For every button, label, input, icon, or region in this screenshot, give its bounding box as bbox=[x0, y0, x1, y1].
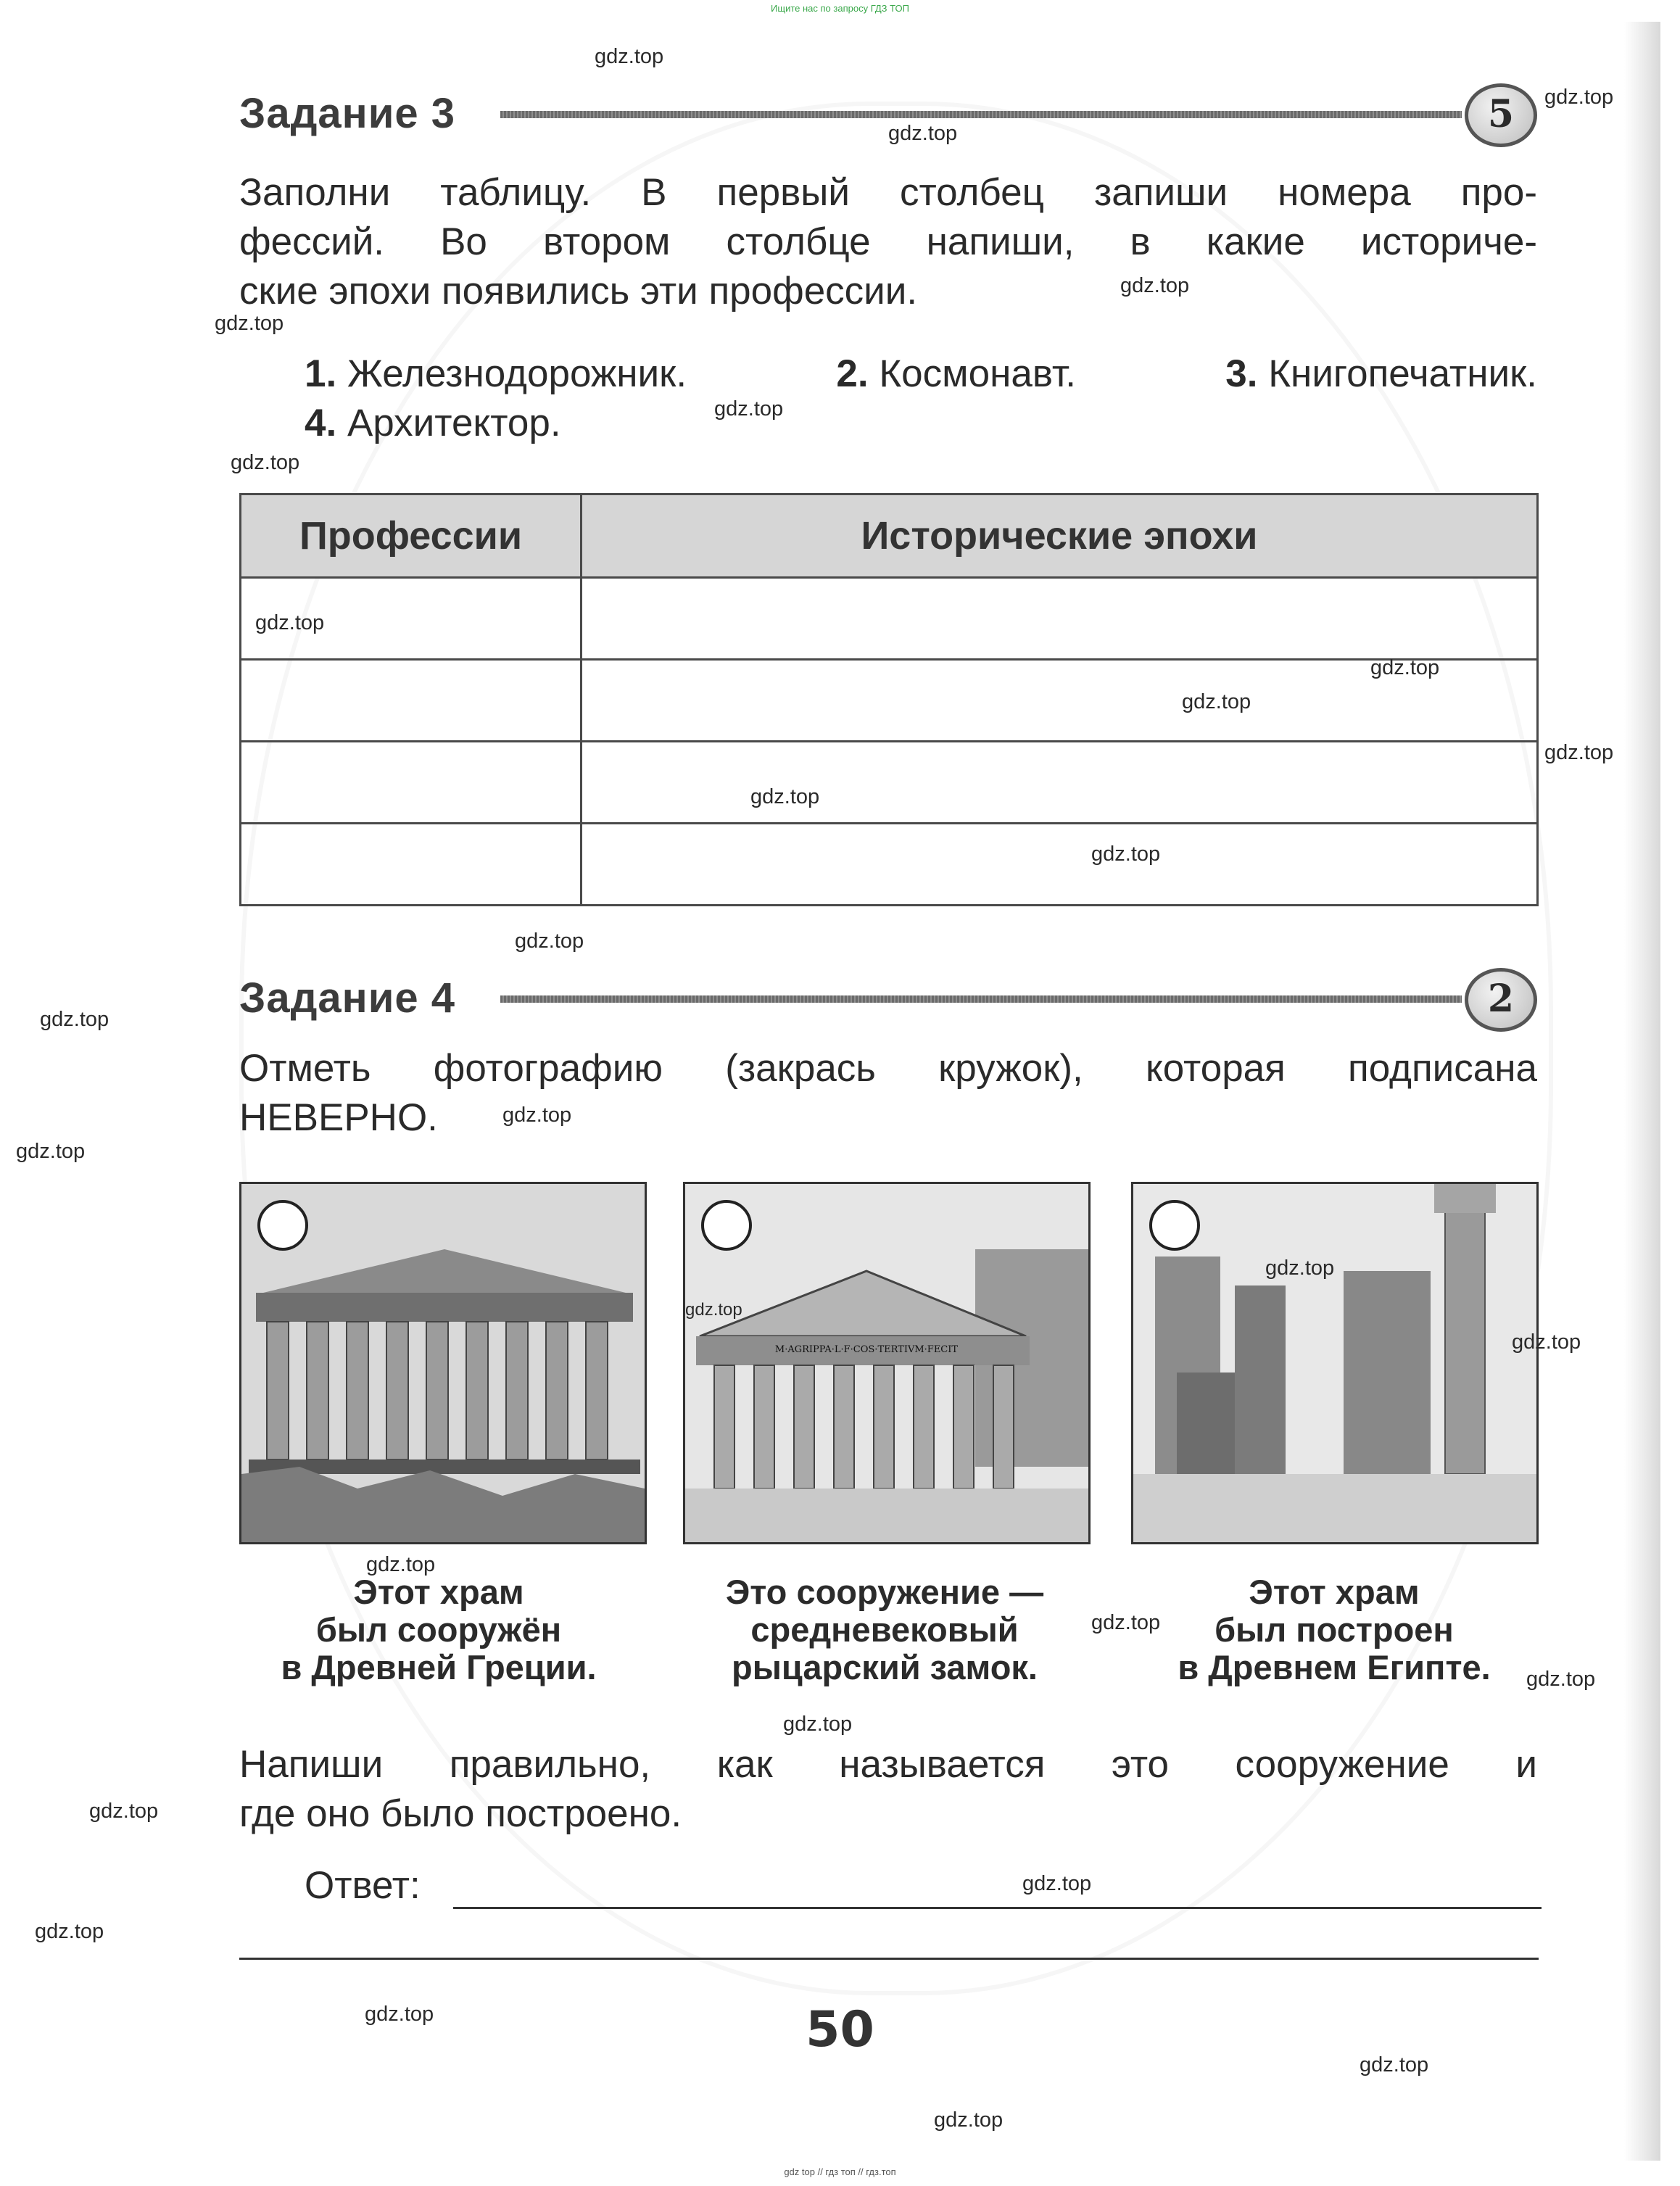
profession-cell[interactable] bbox=[241, 742, 582, 824]
professions-line-1 bbox=[305, 349, 1537, 399]
watermark: gdz.top bbox=[934, 2108, 1004, 2132]
professions-line-2 bbox=[305, 399, 1537, 448]
watermark: gdz.top bbox=[1120, 274, 1190, 297]
page-number: 50 bbox=[806, 2001, 874, 2058]
caption-line: в Древнем Египте. bbox=[1178, 1648, 1491, 1686]
task3-rule bbox=[500, 111, 1462, 118]
answer-input[interactable] bbox=[453, 1905, 1542, 1909]
pantheon-inscription: M·AGRIPPA·L·F·COS·TERTIVM·FECIT bbox=[774, 1344, 959, 1355]
watermark: gdz.top bbox=[515, 930, 584, 953]
task4-score-badge: 2 bbox=[1465, 968, 1537, 1032]
task4-title: Задание 4 bbox=[239, 974, 455, 1022]
answer-label: Ответ: bbox=[305, 1864, 421, 1907]
watermark: gdz.top bbox=[1022, 1872, 1092, 1895]
professions-table bbox=[239, 493, 1539, 906]
task3-instruction-line: фессий. Во втором столбце напиши, в какие историче- bbox=[239, 220, 1537, 263]
task4-instruction-line: Отметь фотографию (закрась кружок), которая подписана bbox=[239, 1047, 1537, 1090]
task3-title: Задание 3 bbox=[239, 90, 455, 137]
watermark: gdz.top bbox=[1526, 1668, 1596, 1691]
caption-line: был сооружён bbox=[315, 1610, 562, 1649]
profession-number: 4. bbox=[305, 402, 337, 444]
epoch-cell[interactable] bbox=[582, 578, 1538, 660]
watermark: gdz.top bbox=[1544, 741, 1614, 764]
watermark: gdz.top bbox=[783, 1713, 853, 1736]
watermark: gdz.top bbox=[215, 312, 284, 335]
profession-cell[interactable] bbox=[241, 824, 582, 906]
caption-line: Этот храм bbox=[353, 1573, 524, 1611]
table-row bbox=[241, 578, 1538, 660]
watermark: gdz.top bbox=[231, 451, 300, 474]
watermark: gdz.top bbox=[1360, 2053, 1429, 2077]
page-edge-shadow bbox=[1624, 22, 1660, 2161]
profession-item bbox=[1225, 349, 1537, 399]
photo-caption-1 bbox=[221, 1573, 656, 1686]
parthenon-answer-circle[interactable] bbox=[257, 1200, 308, 1251]
table-row bbox=[241, 824, 1538, 906]
watermark: gdz.top bbox=[595, 45, 664, 68]
watermark: gdz.top bbox=[1544, 86, 1614, 109]
pantheon-photo bbox=[683, 1182, 1091, 1544]
photo-caption-3 bbox=[1117, 1573, 1552, 1686]
task4-instruction bbox=[239, 1044, 1537, 1143]
watermark: gdz.top bbox=[1370, 656, 1440, 679]
profession-item bbox=[305, 349, 687, 399]
task3-instruction bbox=[239, 168, 1537, 316]
parthenon-photo bbox=[239, 1182, 647, 1544]
caption-line: в Древней Греции. bbox=[281, 1648, 597, 1686]
watermark: gdz.top bbox=[89, 1800, 159, 1823]
task4-header bbox=[239, 968, 1537, 1026]
watermark: gdz.top bbox=[1091, 1611, 1161, 1634]
watermark: gdz.top bbox=[40, 1008, 109, 1031]
watermark: gdz.top bbox=[685, 1300, 742, 1320]
watermark: gdz.top bbox=[1182, 690, 1251, 713]
caption-line: Этот храм bbox=[1249, 1573, 1420, 1611]
watermark: gdz.top bbox=[888, 122, 958, 145]
answer-second-line bbox=[239, 1958, 1539, 1960]
profession-number: 3. bbox=[1225, 352, 1258, 395]
caption-line: средневековый bbox=[750, 1610, 1019, 1649]
watermark: gdz.top bbox=[714, 397, 784, 421]
epoch-cell[interactable] bbox=[582, 742, 1538, 824]
header-epochs: Исторические эпохи bbox=[582, 494, 1538, 578]
caption-line: был построен bbox=[1215, 1610, 1454, 1649]
table-header-row bbox=[241, 494, 1538, 578]
watermark: gdz.top bbox=[502, 1104, 572, 1127]
profession-name: Архитектор. bbox=[347, 402, 561, 444]
write-instruction-line: Напиши правильно, как называется это сооружение и bbox=[239, 1743, 1537, 1786]
profession-name: Книгопечатник. bbox=[1268, 352, 1537, 395]
profession-item bbox=[305, 402, 561, 444]
watermark: gdz.top bbox=[1512, 1330, 1581, 1354]
watermark: gdz.top bbox=[1265, 1256, 1335, 1280]
watermark: gdz.top bbox=[365, 2003, 434, 2026]
caption-line: рыцарский замок. bbox=[732, 1648, 1038, 1686]
pantheon-answer-circle[interactable] bbox=[701, 1200, 752, 1251]
write-instruction-line: где оно было построено. bbox=[239, 1792, 682, 1835]
task3-instruction-line: Заполни таблицу. В первый столбец запиши номера про- bbox=[239, 171, 1537, 214]
task4-write-instruction bbox=[239, 1740, 1537, 1839]
footer-note: gdz top // гдз топ // гдз.топ bbox=[784, 2166, 896, 2177]
karnak-answer-circle[interactable] bbox=[1149, 1200, 1200, 1251]
profession-number: 2. bbox=[836, 352, 869, 395]
profession-number: 1. bbox=[305, 352, 337, 395]
table-row bbox=[241, 742, 1538, 824]
epoch-cell[interactable] bbox=[582, 824, 1538, 906]
header-note: Ищите нас по запросу ГДЗ ТОП bbox=[771, 3, 909, 14]
watermark: gdz.top bbox=[35, 1920, 104, 1943]
profession-name: Железнодорожник. bbox=[347, 352, 687, 395]
photo-caption-2 bbox=[667, 1573, 1102, 1686]
watermark: gdz.top bbox=[16, 1140, 86, 1163]
watermark: gdz.top bbox=[1091, 842, 1161, 866]
watermark: gdz.top bbox=[366, 1553, 436, 1576]
watermark: gdz.top bbox=[255, 611, 325, 634]
karnak-temple-photo bbox=[1131, 1182, 1539, 1544]
profession-cell[interactable] bbox=[241, 660, 582, 742]
header-professions: Профессии bbox=[241, 494, 582, 578]
profession-name: Космонавт. bbox=[879, 352, 1076, 395]
task4-rule bbox=[500, 995, 1462, 1003]
table-row bbox=[241, 660, 1538, 742]
caption-line: Это сооружение — bbox=[725, 1573, 1044, 1611]
task3-instruction-line: ские эпохи появились эти профессии. bbox=[239, 270, 918, 312]
watermark: gdz.top bbox=[750, 785, 820, 808]
task4-instruction-line: НЕВЕРНО. bbox=[239, 1096, 438, 1139]
task3-score-badge: 5 bbox=[1465, 83, 1537, 147]
profession-item bbox=[836, 349, 1076, 399]
